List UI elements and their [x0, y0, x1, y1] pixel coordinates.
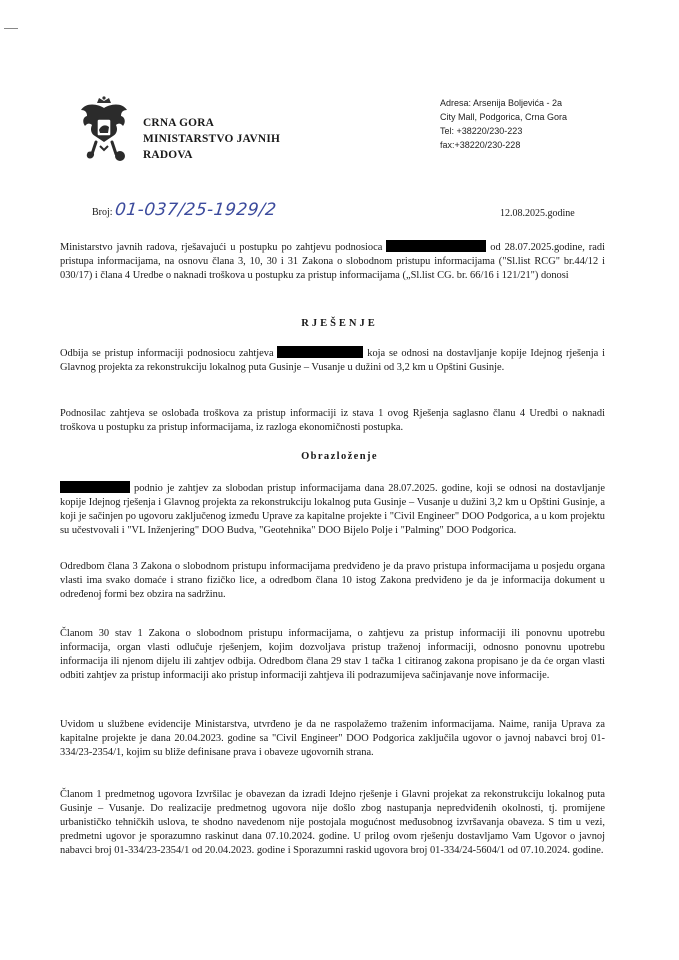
redaction: [386, 240, 486, 252]
decision-paragraph-2: [60, 407, 605, 435]
decision-text-a: Odbija se pristup informaciji podnosiocu zahtjeva: [60, 348, 274, 359]
address-city: City Mall, Podgorica, Crna Gora: [440, 112, 568, 122]
decision-text-b: koja se odnosi na dostavljanje kopije Idejnog rješenja i Glavnog projekta za rekonstrukciju lokalnog puta Gusinje – Vusanje u dužini od 3,2 km u Opštini Gusinje.: [60, 348, 605, 373]
handwritten-number: 01-037/25-1929/2: [113, 200, 278, 220]
coat-of-arms-icon: [78, 96, 130, 166]
reasoning-paragraph-4: [60, 718, 605, 760]
telephone: Tel: +38220/230-223: [440, 126, 523, 136]
intro-text-a: Ministarstvo javnih radova, rješavajući u postupku po zahtjevu podnosioca: [60, 242, 383, 253]
ministry-name: [143, 115, 280, 163]
decision-paragraph-1: [60, 346, 605, 375]
fax: fax:+38220/230-228: [440, 140, 521, 150]
intro-text-b: od 28.07.2025.godine, radi pristupa informacijama, na osnovu člana 3, 10, 30 i 31 Zakona o slobodnom pristupu informacijama ("Sl.list RCG" br.44/12 i 030/17) i člana 4 Uredbe o naknadi troškova u postupku za pristup informacijama („Sl.list CG. br. 66/16 i 121/21") donosi: [60, 242, 605, 281]
redaction: [60, 481, 130, 493]
reasoning-text-4: Uvidom u službene evidencije Ministarstva, utvrđeno je da ne raspolažemo traženim informacijama. Naime, ranija Uprava za kapitalne projekte je dana 20.04.2023. godine sa "Civil Engineer" DOO Podgorica zaključila ugovor o javnoj nabavci broj 01-334/23-2354/1, kojim su bliže definisane prava i obaveze ugovornih strana.: [60, 719, 605, 758]
reference-number: [92, 200, 276, 220]
decision-text-costs: Podnosilac zahtjeva se oslobađa troškova za pristup informaciji iz stava 1 ovog Rješenja saglasno članu 4 Uredbi o naknadi troškova u postupku za pristup informacijama, iz razloga ekonomičnosti postupka.: [60, 408, 605, 433]
reasoning-heading: Obrazloženje: [301, 451, 378, 462]
org-country: CRNA GORA: [143, 117, 215, 129]
redaction: [277, 346, 363, 358]
scan-mark: [4, 28, 18, 29]
org-ministry-cont: RADOVA: [143, 149, 193, 161]
reasoning-paragraph-2: [60, 560, 605, 602]
contact-block: [440, 96, 567, 152]
reasoning-paragraph-5: [60, 788, 605, 858]
reasoning-paragraph-1: [60, 481, 605, 538]
reasoning-paragraph-3: [60, 627, 605, 683]
reasoning-text-5: Članom 1 predmetnog ugovora Izvršilac je obavezan da izradi Idejno rješenje i Glavni projekat za rekonstrukciju lokalnog puta Gusinje – Vusanje. Do realizacije predmetnog ugovora nije došlo zbog nastupanja nepredviđenih okolnosti, tj. promijene urbanističko tehničkih uslova, te shodno navedenom nije postojala mogućnost međusobnog izvršavanja obaveza. S tim u vezi, predmetni ugovor je sporazumno raskinut dana 07.10.2024. godine. U prilog ovom rješenju dostavljamo Vam Ugovor o javnoj nabavci broj 01-334/23-2354/1 od 20.04.2023. godine i Sporazumni raskid ugovora broj 01-334/24-5604/1 od 07.10.2024. godine.: [60, 789, 605, 856]
reasoning-text-2: Odredbom člana 3 Zakona o slobodnom pristupu informacijama predviđeno je da pravo pristupa informacijama u posjedu organa vlasti ima svako domaće i strano fizičko lice, a odredbom člana 10 istog Zakona predviđeno je da je informacija dokument u određenoj formi bez obzira na sadržinu.: [60, 561, 605, 600]
decision-heading: RJEŠENJE: [301, 318, 378, 329]
broj-label: Broj:: [92, 207, 113, 218]
org-ministry: MINISTARSTVO JAVNIH: [143, 133, 281, 145]
document-date: 12.08.2025.godine: [500, 208, 575, 219]
reasoning-text-3: Članom 30 stav 1 Zakona o slobodnom pristupu informacijama, o zahtjevu za pristup informaciji ili ponovnu upotrebu informacija, organ vlasti odlučuje rješenjem, kojim dozvoljava pristup traženoj informaciji, odnosno ponovnu upotrebu informacija ili njenom dijelu ili zahtjev odbija. Odredbom člana 29 stav 1 tačka 1 citiranog zakona propisano je da će organ vlasti odbiti zahtjev za pristup informaciji ako pristup informaciji zahtjeva ili podrazumijeva sačinjavanje nove informacije.: [60, 628, 605, 681]
intro-paragraph: [60, 240, 605, 283]
address-line: Adresa: Arsenija Boljevića - 2a: [440, 98, 563, 108]
reasoning-text-1: podnio je zahtjev za slobodan pristup informacijama dana 28.07.2025. godine, koji se odnosi na dostavljanje kopije Idejnog rješenja i Glavnog projekta za rekonstrukciju lokalnog puta Gusinje – Vusanje u dužini 3,2 km u Opštini Gusinje, a koji je sačinjen po ugovoru zaključenog između Uprave za kapitalne projekte i "Civil Engineer" DOO Podgorica, a u kom projektu su učestvovali i "VL Inženjering" DOO Budva, "Geotehnika" DOO Bijelo Polje i "Palming" DOO Podgorica.: [60, 483, 605, 536]
